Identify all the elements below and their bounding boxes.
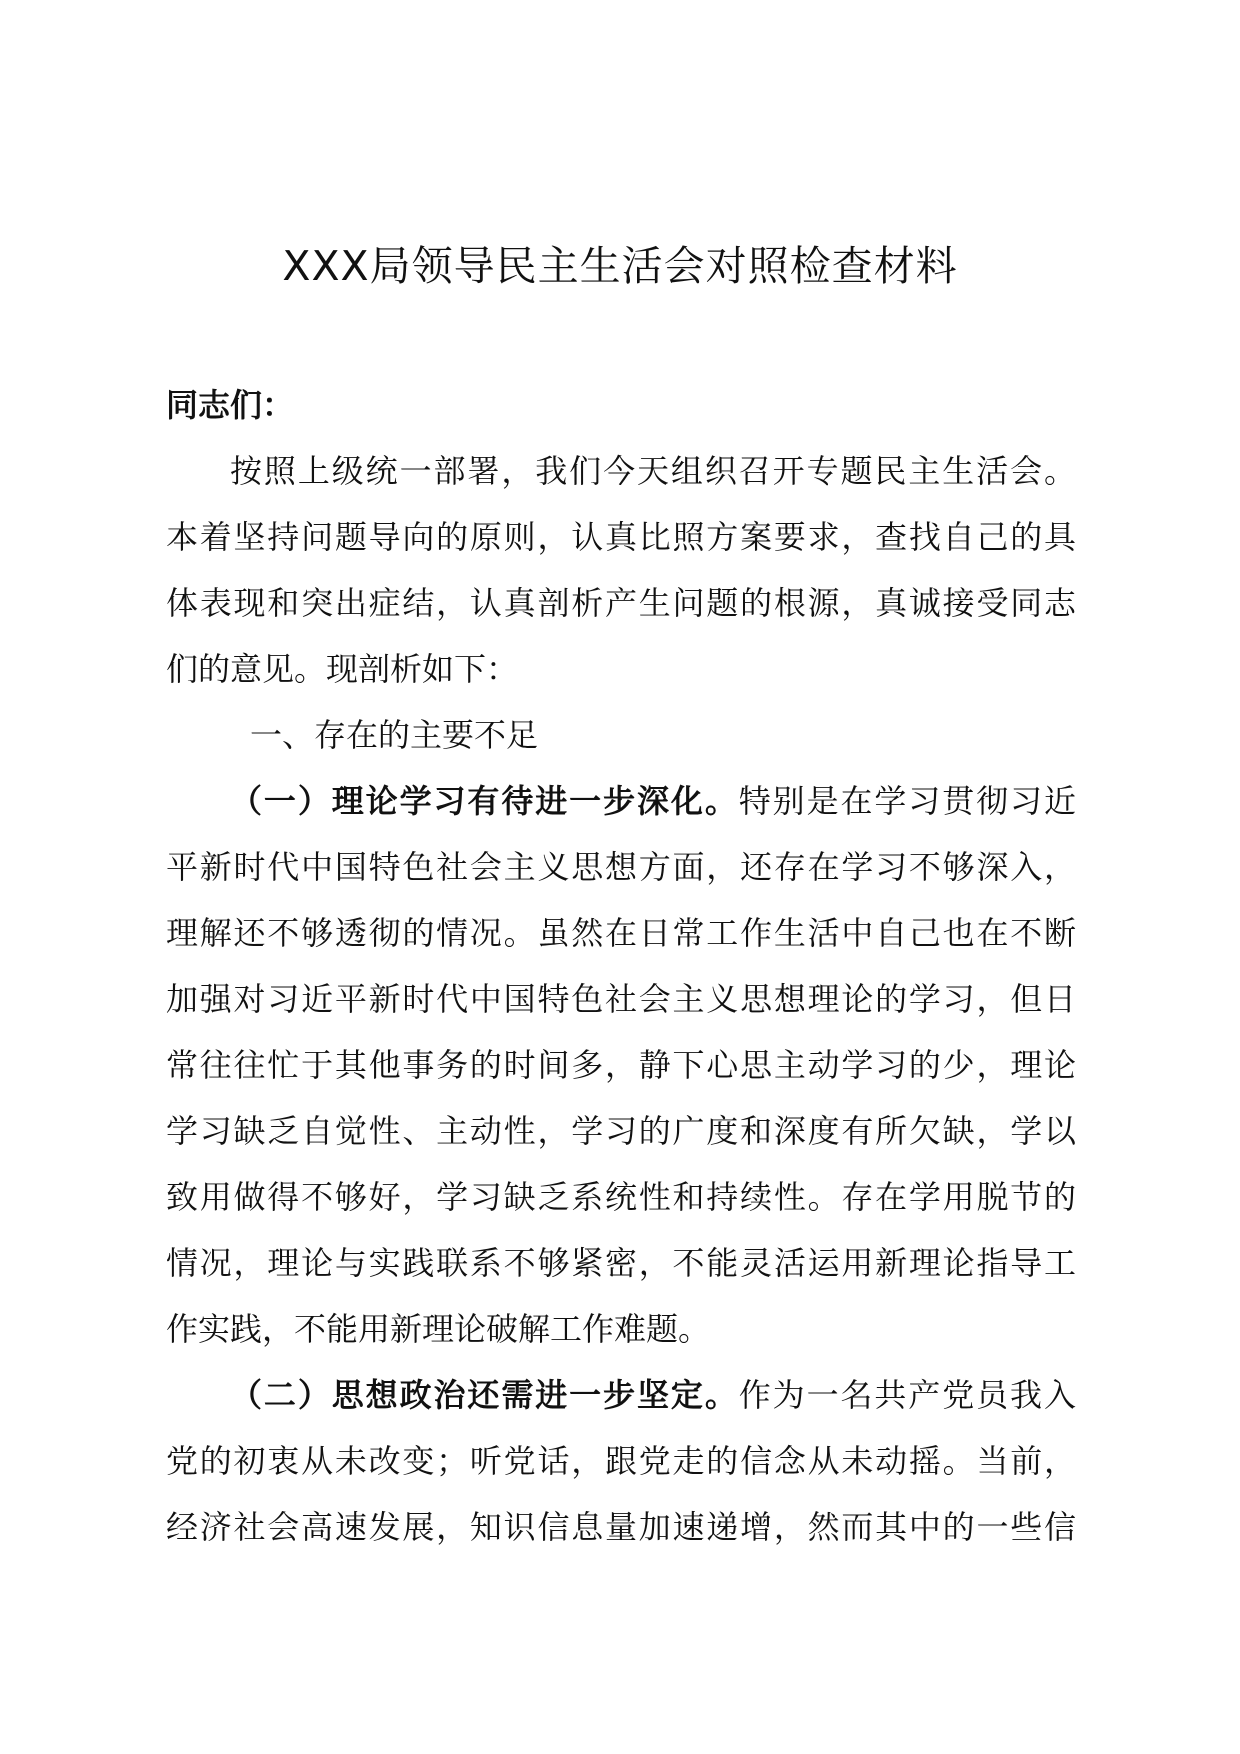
item-1-heading: （一）理论学习有待进一步深化。 xyxy=(230,782,739,820)
paragraph-line: 学习缺乏自觉性、主动性，学习的广度和深度有所欠缺，学以 xyxy=(166,1112,1076,1150)
section-heading: 一、存在的主要不足 xyxy=(250,716,539,754)
paragraph-line: 平新时代中国特色社会主义思想方面，还存在学习不够深入， xyxy=(166,848,1076,886)
paragraph-line: 作实践，不能用新理论破解工作难题。 xyxy=(166,1310,711,1348)
document-title: XXX局领导民主生活会对照检查材料 xyxy=(282,242,958,290)
paragraph-line: 常往往忙于其他事务的时间多，静下心思主动学习的少，理论 xyxy=(166,1046,1076,1084)
paragraph-line: 们的意见。现剖析如下： xyxy=(166,650,519,688)
paragraph-line: 情况，理论与实践联系不够紧密，不能灵活运用新理论指导工 xyxy=(166,1244,1076,1282)
paragraph-line: 理解还不够透彻的情况。虽然在日常工作生活中自己也在不断 xyxy=(166,914,1076,952)
item-2-heading: （二）思想政治还需进一步坚定。 xyxy=(230,1376,739,1414)
item-1-first-line xyxy=(166,768,1076,834)
paragraph-line: 致用做得不够好，学习缺乏系统性和持续性。存在学用脱节的 xyxy=(166,1178,1076,1216)
paragraph-line: 加强对习近平新时代中国特色社会主义思想理论的学习，但日 xyxy=(166,980,1076,1018)
salutation: 同志们： xyxy=(166,386,295,424)
paragraph-line: 体表现和突出症结，认真剖析产生问题的根源，真诚接受同志 xyxy=(166,584,1076,622)
item-2-first-line xyxy=(166,1362,1076,1428)
document-body xyxy=(166,372,1076,1560)
item-2-first-line-text: 作为一名共产党员我入 xyxy=(738,1376,1076,1414)
paragraph-line: 按照上级统一部署，我们今天组织召开专题民主生活会。 xyxy=(230,452,1076,490)
paragraph-line: 本着坚持问题导向的原则，认真比照方案要求，查找自己的具 xyxy=(166,518,1076,556)
paragraph-line: 经济社会高速发展，知识信息量加速递增，然而其中的一些信 xyxy=(166,1508,1076,1546)
item-1-first-line-text: 特别是在学习贯彻习近 xyxy=(738,782,1076,820)
paragraph-line: 党的初衷从未改变；听党话，跟党走的信念从未动摇。当前， xyxy=(166,1442,1076,1480)
